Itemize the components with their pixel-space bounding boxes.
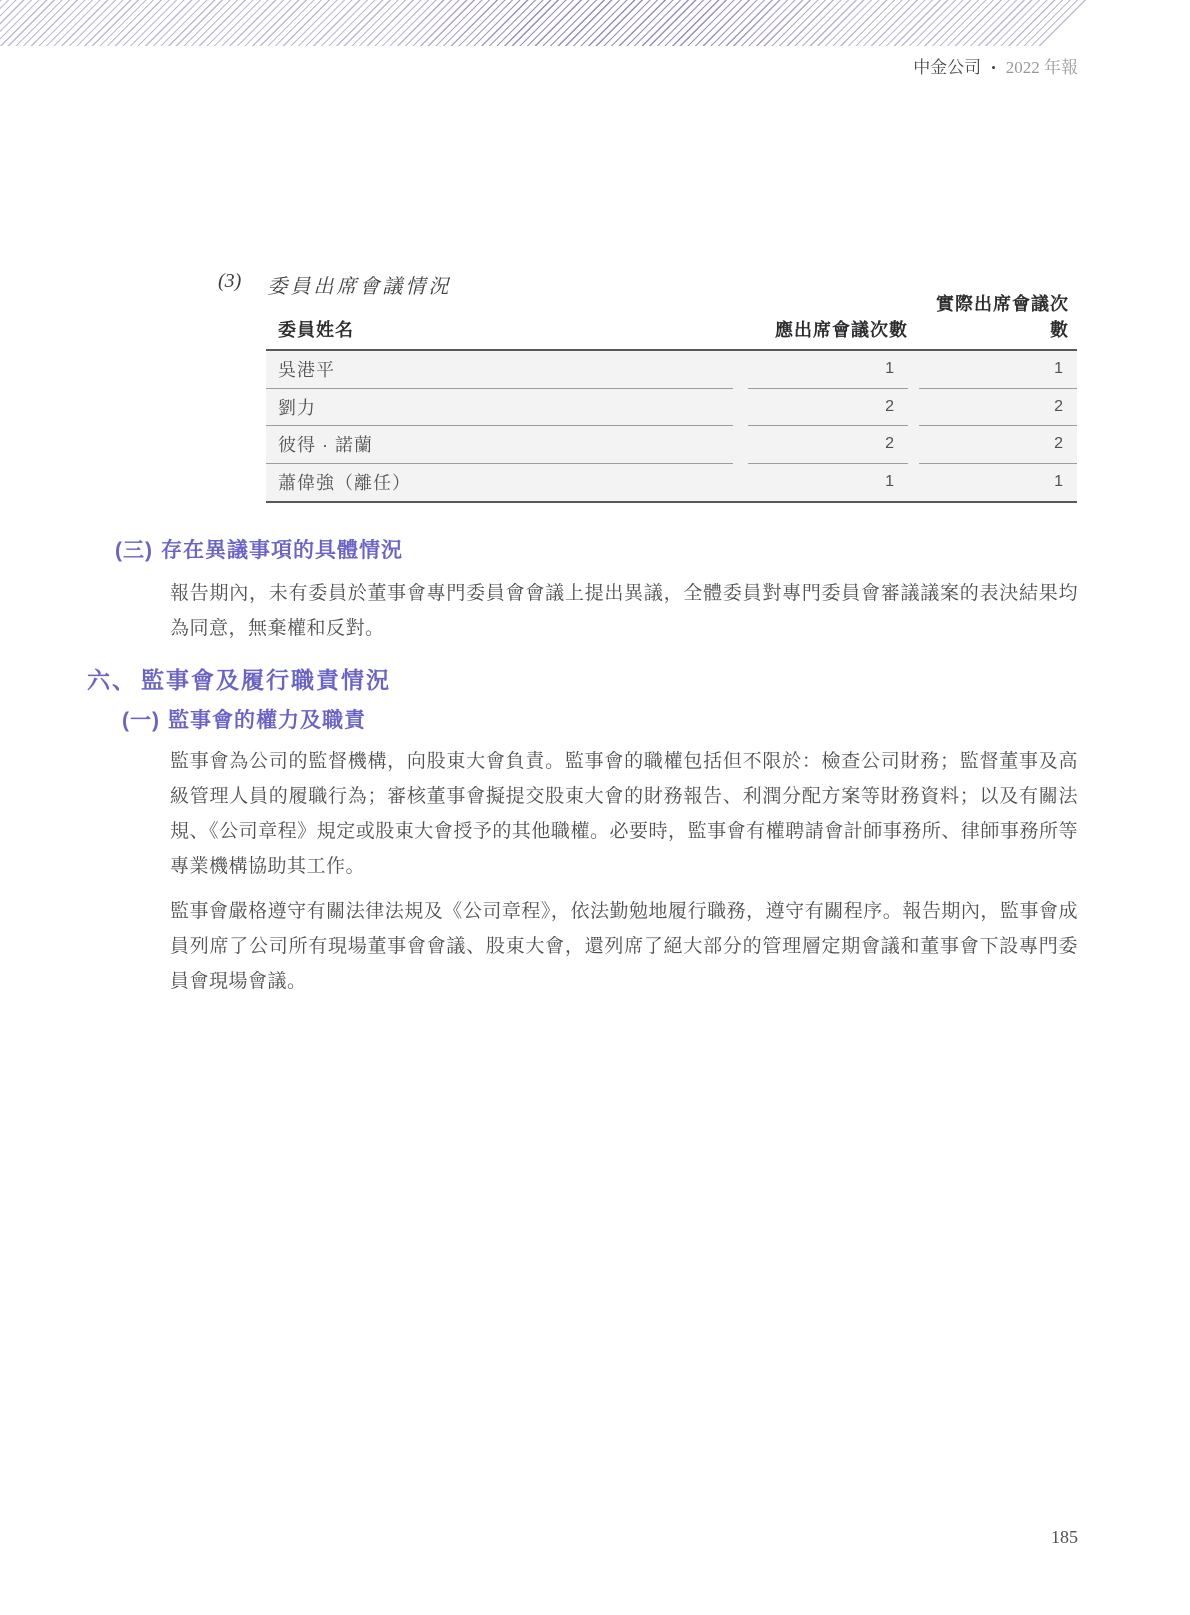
actual-attendance-cell: 1 [919,351,1077,389]
section-disagreement-paragraph: 報告期內，未有委員於董事會專門委員會會議上提出異議，全體委員對專門委員會審議議案的表決結果均為同意，無棄權和反對。 [170,583,1078,639]
subsection-3-heading [218,270,451,299]
actual-attendance-cell: 1 [1054,473,1063,491]
subsection-3-title: 委員出席會議情況 [267,276,452,298]
table-row [266,351,1077,389]
required-attendance-cell: 2 [748,426,908,464]
actual-attendance-cell: 2 [919,389,1077,427]
table-header-row [266,294,1077,351]
running-header [913,57,1078,79]
member-name-cell: 劉力 [266,389,733,427]
required-attendance-cell: 1 [885,473,894,491]
column-header-actual-attendance: 實際出席會議次數 [936,294,1069,340]
member-name-cell: 吳港平 [266,351,733,389]
section-six-title: 監事會及履行職責情況 [141,667,391,693]
table-row [266,426,1077,464]
section-power-paragraph-1: 監事會為公司的監督機構，向股東大會負責。監事會的職權包括但不限於：檢查公司財務；監督董事及高級管理人員的履職行為；審核董事會擬提交股東大會的財務報告、利潤分配方案等財務資料；以及有關法規、《公司章程》規定或股東大會授予的其他職權。必要時，監事會有權聘請會計師事務所、律師事務所等專業機構協助其工作。 [170,751,1078,877]
hatch-band-dense-area [0,0,1092,46]
required-attendance-cell: 1 [748,351,908,389]
column-header-required-attendance: 應出席會議次數 [775,320,908,340]
attendance-table [266,294,1077,503]
section-disagreement-number: (三) [115,539,153,562]
table-row [266,464,1077,502]
company-name: 中金公司 [913,58,982,77]
column-header-member-name: 委員姓名 [278,320,354,340]
bullet-separator: • [991,60,996,75]
member-name-cell: 蕭偉強（離任） [278,473,411,494]
section-disagreement-title: 存在異議事項的具體情況 [161,539,403,562]
hatch-band-decoration [0,0,1092,46]
table-body [266,351,1077,503]
actual-attendance-cell: 2 [919,426,1077,464]
page-number: 185 [1051,1527,1078,1547]
report-year: 2022 年報 [1005,58,1078,77]
subsection-3-number: (3) [218,270,242,292]
section-power-title: 監事會的權力及職責 [168,709,366,732]
section-power-number: (一) [122,709,160,732]
section-six-heading [87,662,391,695]
required-attendance-cell: 2 [748,389,908,427]
section-power-heading [122,704,366,734]
section-six-number: 六、 [87,667,137,693]
member-name-cell: 彼得 · 諾蘭 [266,426,733,464]
table-row [266,389,1077,427]
section-disagreement-heading [115,534,403,564]
section-power-paragraph-2: 監事會嚴格遵守有關法律法規及《公司章程》，依法勤勉地履行職務，遵守有關程序。報告期內，監事會成員列席了公司所有現場董事會會議、股東大會，還列席了絕大部分的管理層定期會議和董事會下設專門委員會現場會議。 [170,901,1078,992]
